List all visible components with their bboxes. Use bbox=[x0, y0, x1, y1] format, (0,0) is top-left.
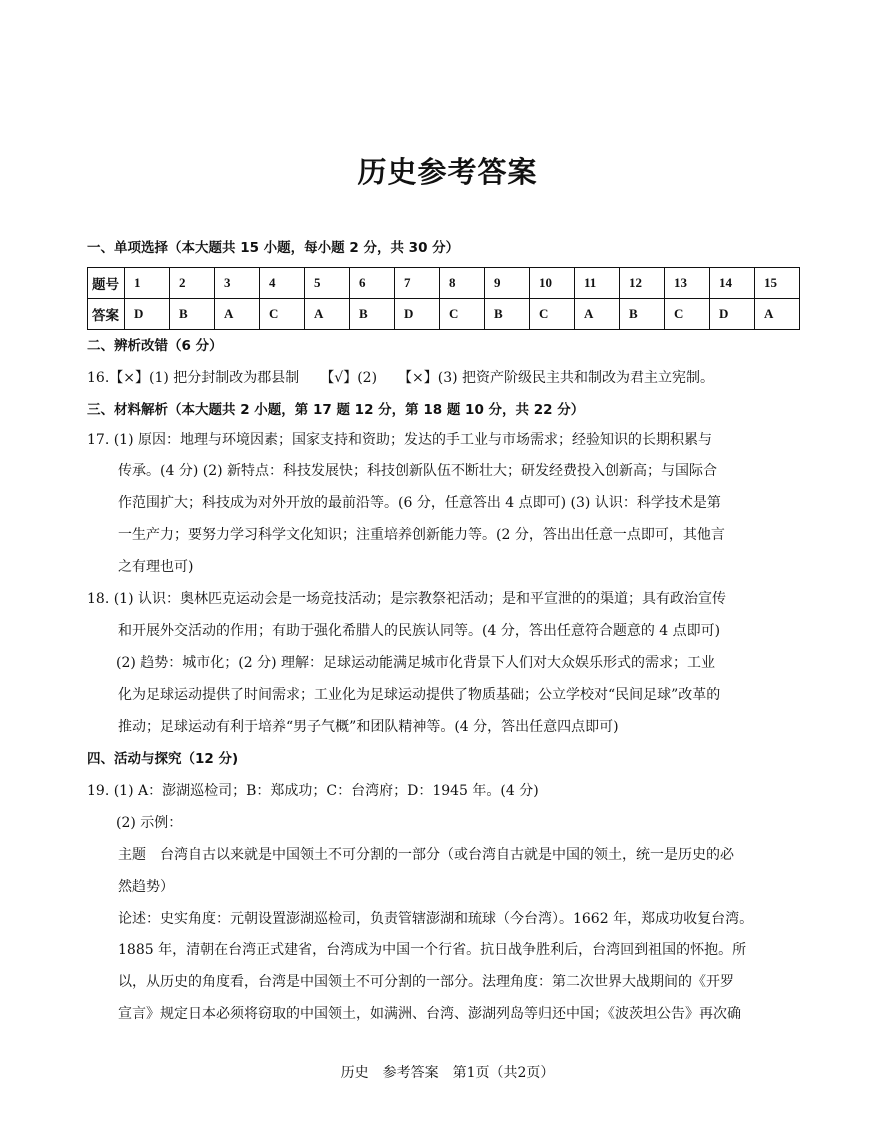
section2-heading: 二、辨析改错（6 分） bbox=[87, 338, 223, 354]
answer-cell: C bbox=[665, 299, 710, 330]
section3-heading: 三、材料解析（本大题共 2 小题，第 17 题 12 分，第 18 题 10 分，共 22 分） bbox=[87, 402, 585, 418]
question-number-cell: 8 bbox=[440, 268, 485, 299]
question-number-cell: 11 bbox=[575, 268, 620, 299]
question-number-cell: 1 bbox=[125, 268, 170, 299]
question-number-cell: 5 bbox=[305, 268, 350, 299]
q17-line: 之有理也可) bbox=[118, 559, 194, 575]
q19-line: 然趋势） bbox=[118, 879, 174, 895]
answer-cell: B bbox=[350, 299, 395, 330]
answer-cell: B bbox=[170, 299, 215, 330]
question-number-cell: 12 bbox=[620, 268, 665, 299]
question-number-cell: 9 bbox=[485, 268, 530, 299]
question-number-cell: 7 bbox=[395, 268, 440, 299]
answer-table bbox=[87, 267, 800, 330]
answer-cell: D bbox=[125, 299, 170, 330]
q19-line: 宣言》规定日本必须将窃取的中国领土，如满洲、台湾、澎湖列岛等归还中国；《波茨坦公告》再次确 bbox=[118, 1006, 741, 1022]
row-label: 题号 bbox=[88, 268, 125, 299]
page-footer: 历史 参考答案 第1页（共2页） bbox=[340, 1065, 555, 1081]
answer-cell: B bbox=[485, 299, 530, 330]
answer-cell: A bbox=[215, 299, 260, 330]
section1-heading: 一、单项选择（本大题共 15 小题，每小题 2 分，共 30 分） bbox=[87, 240, 460, 256]
q19-line: 主题 台湾自古以来就是中国领土不可分割的一部分（或台湾自古就是中国的领土，统一是历史的必 bbox=[118, 847, 734, 863]
q17-line: 一生产力；要努力学习科学文化知识；注重培养创新能力等。(2 分，答出出任意一点即可，其他言 bbox=[118, 527, 725, 543]
table-row-numbers bbox=[88, 268, 800, 299]
question-number-cell: 6 bbox=[350, 268, 395, 299]
answer-cell: A bbox=[575, 299, 620, 330]
q16-answer: 16.【×】(1) 把分封制改为郡县制 【√】(2) 【×】(3) 把资产阶级民主共和制改为君主立宪制。 bbox=[87, 370, 715, 386]
table-row-answers bbox=[88, 299, 800, 330]
answer-cell: C bbox=[260, 299, 305, 330]
answer-cell: B bbox=[620, 299, 665, 330]
question-number-cell: 13 bbox=[665, 268, 710, 299]
answer-cell: C bbox=[440, 299, 485, 330]
q18-line: 推动；足球运动有利于培养“男子气概”和团队精神等。(4 分，答出任意四点即可) bbox=[118, 719, 619, 735]
row-label: 答案 bbox=[88, 299, 125, 330]
section4-heading: 四、活动与探究（12 分) bbox=[87, 751, 239, 767]
q19-line: 以，从历史的角度看，台湾是中国领土不可分割的一部分。法理角度：第二次世界大战期间的《开罗 bbox=[118, 974, 734, 990]
q17-line: 17. (1) 原因：地理与环境因素；国家支持和资助；发达的手工业与市场需求；经验知识的长期积累与 bbox=[87, 432, 712, 448]
q19-line: 19. (1) A：澎湖巡检司；B：郑成功；C：台湾府；D：1945 年。(4 分) bbox=[87, 783, 539, 799]
q18-line: 化为足球运动提供了时间需求；工业化为足球运动提供了物质基础；公立学校对“民间足球”改革的 bbox=[118, 687, 721, 703]
question-number-cell: 2 bbox=[170, 268, 215, 299]
question-number-cell: 3 bbox=[215, 268, 260, 299]
page-title: 历史参考答案 bbox=[357, 155, 538, 189]
answer-cell: D bbox=[395, 299, 440, 330]
q19-line: 1885 年，清朝在台湾正式建省，台湾成为中国一个行省。抗日战争胜利后，台湾回到祖国的怀抱。所 bbox=[118, 942, 747, 958]
q19-line: (2) 示例： bbox=[116, 815, 183, 831]
answer-cell: D bbox=[710, 299, 755, 330]
question-number-cell: 10 bbox=[530, 268, 575, 299]
question-number-cell: 15 bbox=[755, 268, 800, 299]
q17-line: 作范围扩大；科技成为对外开放的最前沿等。(6 分，任意答出 4 点即可) (3) 认识：科学技术是第 bbox=[118, 495, 721, 511]
q18-line: (2) 趋势：城市化；(2 分) 理解：足球运动能满足城市化背景下人们对大众娱乐形式的需求；工业 bbox=[116, 655, 716, 671]
question-number-cell: 14 bbox=[710, 268, 755, 299]
q19-line: 论述：史实角度：元朝设置澎湖巡检司，负责管辖澎湖和琉球（今台湾）。1662 年，郑成功收复台湾。 bbox=[118, 911, 754, 927]
answer-cell: A bbox=[755, 299, 800, 330]
q18-line: 18. (1) 认识：奥林匹克运动会是一场竞技活动；是宗教祭祀活动；是和平宣泄的的渠道；具有政治宣传 bbox=[87, 591, 726, 607]
answer-cell: C bbox=[530, 299, 575, 330]
q17-line: 传承。(4 分) (2) 新特点：科技发展快；科技创新队伍不断壮大；研发经费投入创新高；与国际合 bbox=[118, 463, 718, 479]
answer-cell: A bbox=[305, 299, 350, 330]
question-number-cell: 4 bbox=[260, 268, 305, 299]
q18-line: 和开展外交活动的作用；有助于强化希腊人的民族认同等。(4 分，答出任意符合题意的 4 点即可) bbox=[118, 623, 721, 639]
